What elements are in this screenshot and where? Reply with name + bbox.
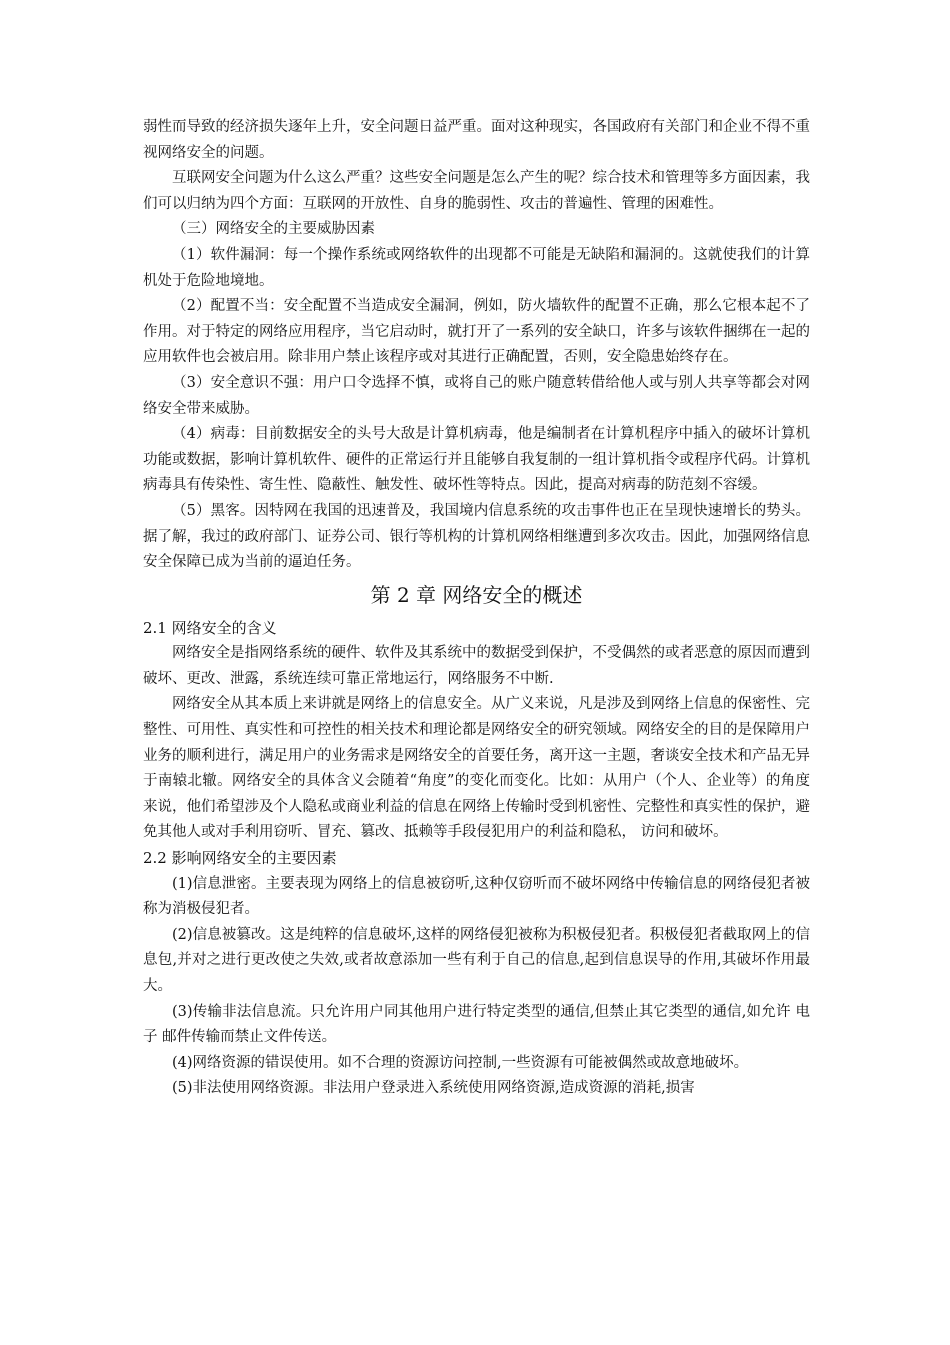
paragraph: （4）病毒：目前数据安全的头号大敌是计算机病毒，他是编制者在计算机程序中插入的破坏计算机功能或数据，影响计算机软件、硬件的正常运行并且能够自我复制的一组计算机指令或程序代码。计算机病毒具有传染性、寄生性、隐蔽性、触发性、破坏性等特点。因此，提高对病毒的防范刻不容缓。 [143,426,810,494]
paragraph: (1)信息泄密。主要表现为网络上的信息被窃听,这种仅窃听而不破坏网络中传输信息的网络侵犯者被称为消极侵犯者。 [143,875,810,918]
subheading: （三）网络安全的主要威胁因素 [172,221,375,238]
paragraph: (3)传输非法信息流。只允许用户同其他用户进行特定类型的通信,但禁止其它类型的通信,如允许 电子 邮件传输而禁止文件传送。 [143,1003,810,1046]
paragraph: （1）软件漏洞：每一个操作系统或网络软件的出现都不可能是无缺陷和漏洞的。这就使我们的计算机处于危险地境地。 [143,246,810,289]
paragraph: 网络安全从其本质上来讲就是网络上的信息安全。从广义来说，凡是涉及到网络上信息的保密性、完整性、可用性、真实性和可控性的相关技术和理论都是网络安全的研究领域。网络安全的目的是保障用户业务的顺利进行，满足用户的业务需求是网络安全的首要任务，离开这一主题，奢谈安全技术和产品无异于南辕北辙。网络安全的具体含义会随着“角度”的变化而变化。比如：从用户（个人、企业等）的角度来说，他们希望涉及个人隐私或商业利益的信息在网络上传输时受到机密性、完整性和真实性的保护，避免其他人或对手利用窃听、冒充、篡改、抵赖等手段侵犯用户的利益和隐私， 访问和破坏。 [143,696,810,841]
section-title: 2.2 影响网络安全的主要因素 [143,849,337,868]
paragraph: 网络安全是指网络系统的硬件、软件及其系统中的数据受到保护，不受偶然的或者恶意的原因而遭到破坏、更改、泄露，系统连续可靠正常地运行，网络服务不中断. [143,645,810,687]
paragraph: （5）黑客。因特网在我国的迅速普及，我国境内信息系统的攻击事件也正在呈现快速增长的势头。据了解，我过的政府部门、证券公司、银行等机构的计算机网络相继遭到多次攻击。因此，加强网络信息安全保障已成为当前的逼迫任务。 [143,502,810,571]
paragraph: （2）配置不当：安全配置不当造成安全漏洞，例如，防火墙软件的配置不正确，那么它根本起不了作用。对于特定的网络应用程序，当它启动时，就打开了一系列的安全缺口，许多与该软件捆绑在一起的应用软件也会被启用。除非用户禁止该程序或对其进行正确配置，否则，安全隐患始终存在。 [143,298,810,366]
paragraph: (4)网络资源的错误使用。如不合理的资源访问控制,一些资源有可能被偶然或故意地破坏。 [172,1054,749,1071]
paragraph: 互联网安全问题为什么这么严重？这些安全问题是怎么产生的呢？综合技术和管理等多方面因素，我们可以归纳为四个方面：互联网的开放性、自身的脆弱性、攻击的普遍性、管理的困难性。 [143,170,810,212]
paragraph: （3）安全意识不强：用户口令选择不慎，或将自己的账户随意转借给他人或与别人共享等都会对网络安全带来威胁。 [143,374,810,417]
paragraph: (5)非法使用网络资源。非法用户登录进入系统使用网络资源,造成资源的消耗,损害 [172,1080,695,1097]
page-content [143,115,810,1102]
paragraph: (2)信息被篡改。这是纯粹的信息破坏,这样的网络侵犯被称为积极侵犯者。积极侵犯者截取网上的信息包,并对之进行更改使之失效,或者故意添加一些有利于自己的信息,起到信息误导的作用,其破坏作用最大。 [143,926,810,994]
chapter-title: 第 2 章 网络安全的概述 [370,582,583,607]
paragraph: 弱性而导致的经济损失逐年上升，安全问题日益严重。面对这种现实，各国政府有关部门和企业不得不重视网络安全的问题。 [143,119,810,161]
section-title: 2.1 网络安全的含义 [143,618,277,637]
